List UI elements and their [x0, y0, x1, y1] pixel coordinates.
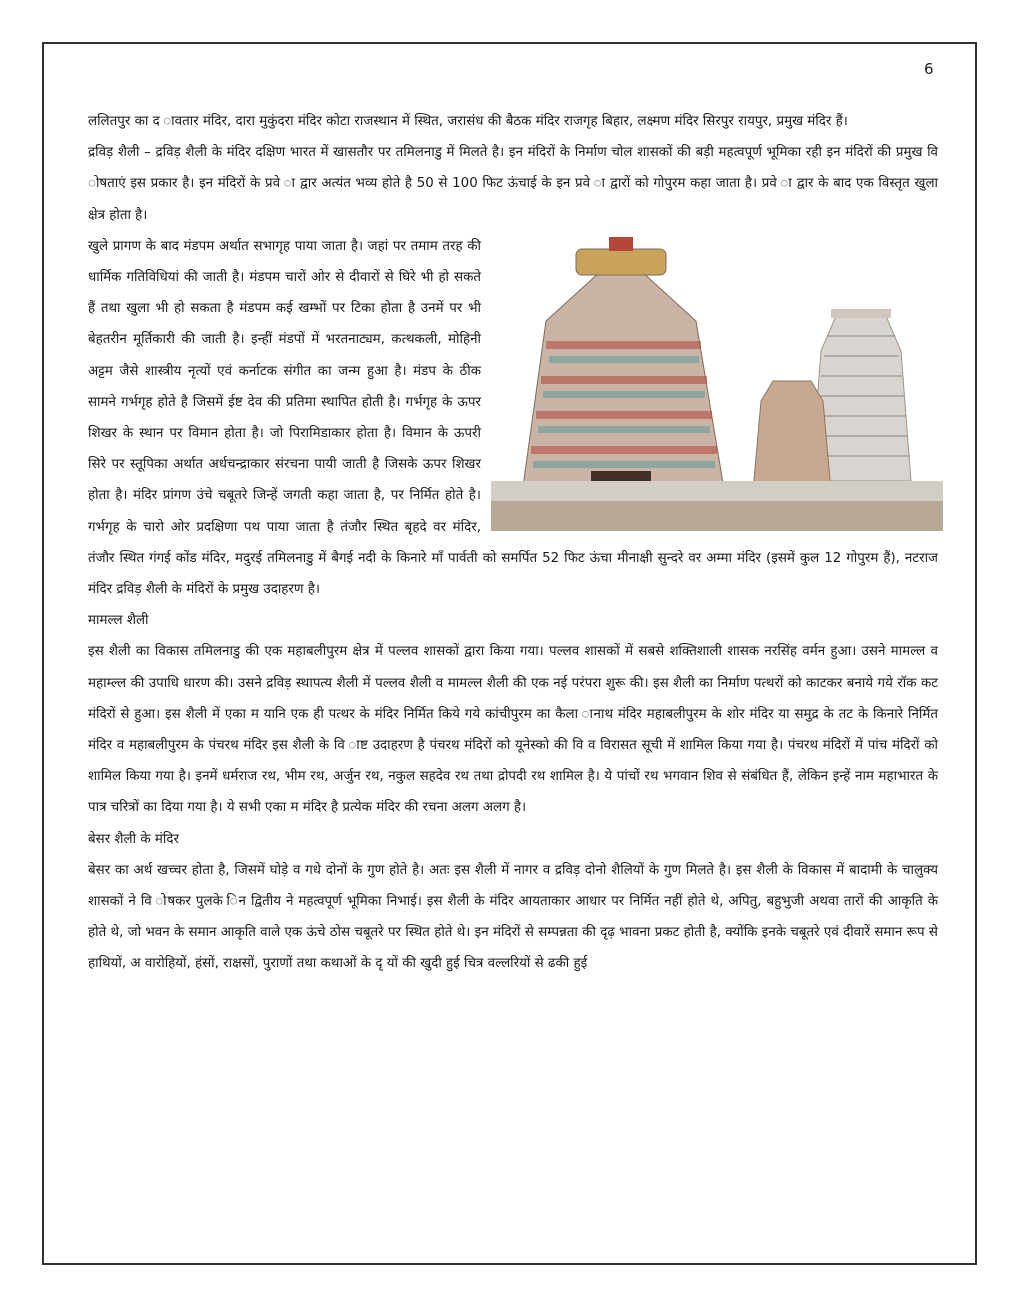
paragraph-mamallya: इस शैली का विकास तमिलनाडु की एक महाबलीपुरम क्षेत्र में पल्लव शासकों द्वारा किया गया। पल्लव शासकों में सबसे शक्तिशाली शासक नरसिंह वर्मन हुआ। उसने मामल्ल व महाम्ल्ल की उपाधि धारण की। उसने द्रविड़ स्थापत्य शैली में पल्लव शैली व मामल्ल शैली की एक नई परंपरा शुरू की। इस शैली का निर्माण पत्थरों को काटकर बनाये गये रॉक कट मंदिरों से हुआ। इस शैली में एका म यानि एक ही पत्थर के मंदिर निर्मित किये गये कांचीपुरम का कैला ानाथ मंदिर महाबलीपुरम के शोर मंदिर या समुद्र के तट के किनारे निर्मित मंदिर व महाबलीपुरम के पंचरथ मंदिर इस शैली के वि ाष्ट उदाहरण है पंचरथ मंदिरों को यूनेस्को की वि व विरासत सूची में शामिल किया गया है। पंचरथ मंदिरों में पांच मंदिरों को शामिल किया गया है। इनमें धर्मराज रथ, भीम रथ, अर्जुन रथ, नकुल सहदेव रथ तथा द्रोपदी रथ शामिल है। ये पांचों रथ भगवान शिव से संबंधित हैं, लेकिन इन्हें नाम महाभारत के पात्र चरित्रों का दिया गया है। ये सभी एका म मंदिर है प्रत्येक मंदिर की रचना अलग अलग है।: [88, 644, 938, 816]
paragraph-mandapam: खुले प्रागण के बाद मंडपम अर्थात सभागृह पाया जाता है। जहां पर तमाम तरह की धार्मिक गतिविधियां की जाती है। मंडपम चारों ओर से दीवारों से घिरे भी हो सकते हैं तथा खुला भी हो सकता है मंडपम कई खम्भों पर टिका होता है उनमें पर भी बेहतरीन मूर्तिकारी की जाती है। इन्हीं मंडपों में भरतनाट्यम, कत्थकली, मोहिनी अट्टम जैसे शास्त्रीय नृत्यों एवं कर्नाटक संगीत का जन्म हुआ है। मंडप के ठीक सामने गर्भगृह होते है जिसमें ईष्ट देव की प्रतिमा स्थापित होती है। गर्भगृह के ऊपर शिखर के स्थान पर विमान होता है। जो पिरामिडाकार होता है। विमान के ऊपरी सिरे पर स्तूपिका अर्थात अर्धचन्द्राकार संरचना पायी जाती है जिसके ऊपर शिखर होता है। मंदिर प्रांगण उंचे चबूतरे जिन्हें जगती कहा जाता है, पर निर्मित होते है। गर्भगृह के चारो ओर प्रदक्षिणा पथ पाया जाता है तंजौर स्थित बृहदे वर मंदिर, तंजौर स्थित गंगई कोंड मंदिर, मदुरई तमिलनाडु में बैगई नदी के किनारे माँ पार्वती को समर्पित 52 फिट ऊंचा मीनाक्षी सुन्दरे वर अम्मा मंदिर (इसमें कुल 12 गोपुरम हैं), नटराज मंदिर द्रविड़ शैली के मंदिरों के प्रमुख उदाहरण है।: [88, 238, 938, 598]
dravid-intro: द्रविड़ शैली के मंदिर दक्षिण भारत में खासतौर पर तमिलनाडु में मिलते है। इन मंदिरों के निर्माण चोल शासकों की बड़ी महत्वपूर्ण भूमिका रही इन मंदिरों की प्रमुख वि ोषताएं इस प्रकार है। इन मंदिरों के प्रवे ा द्वार अत्यंत भव्य होते है 50 से 100 फिट ऊंचाई के इन प्रवे ा द्वारों को गोपुरम कहा जाता है। प्रवे ा द्वार के बाद एक विस्तृत खुला क्षेत्र होता है।: [88, 145, 938, 223]
page-number: 6: [924, 60, 934, 78]
temple-gopuram-image: [491, 231, 943, 531]
paragraph-1: ललितपुर का द ावतार मंदिर, दारा मुकुंदरा मंदिर कोटा राजस्थान में स्थित, जरासंध की बैठक मंदिर राजगृह बिहार, लक्ष्मण मंदिर सिरपुर रायपुर, प्रमुख मंदिर हैं।: [88, 114, 848, 129]
paragraph-dravid: [88, 137, 938, 231]
temple-illustration: [491, 231, 943, 531]
paragraph-besar: बेसर का अर्थ खच्चर होता है, जिसमें घोड़े व गधे दोनों के गुण होते है। अतः इस शैली में नागर व द्रविड़ दोनो शैलियों के गुण मिलते है। इस शैली के विकास में बादामी के चालुक्य शासकों ने वि ोषकर पुलके िन द्वितीय ने महत्वपूर्ण भूमिका निभाई। इस शैली के मंदिर आयताकार आधार पर निर्मित नहीं होते थे, अपितु, बहुभुजी अथवा तारों की आकृति के होते थे, जो भवन के समान आकृति वाले एक ऊंचे ठोस चबूतरे पर स्थित होते थे। इन मंदिरों से सम्पन्नता की दृढ़ भावना प्रकट होती है, क्योंकि इनके चबूतरे एवं दीवारें समान रूप से हाथियों, अ वारोहियों, हंसों, राक्षसों, पुराणों तथा कथाओं के दृ यों की खुदी हुई चित्र वल्लरियों से ढकी हुई: [88, 862, 938, 972]
document-body: [88, 106, 938, 980]
mamallya-heading: मामल्ल शैली: [88, 613, 149, 629]
besar-heading: बेसर शैली के मंदिर: [88, 831, 179, 847]
dravid-heading: द्रविड़ शैली –: [88, 145, 151, 161]
